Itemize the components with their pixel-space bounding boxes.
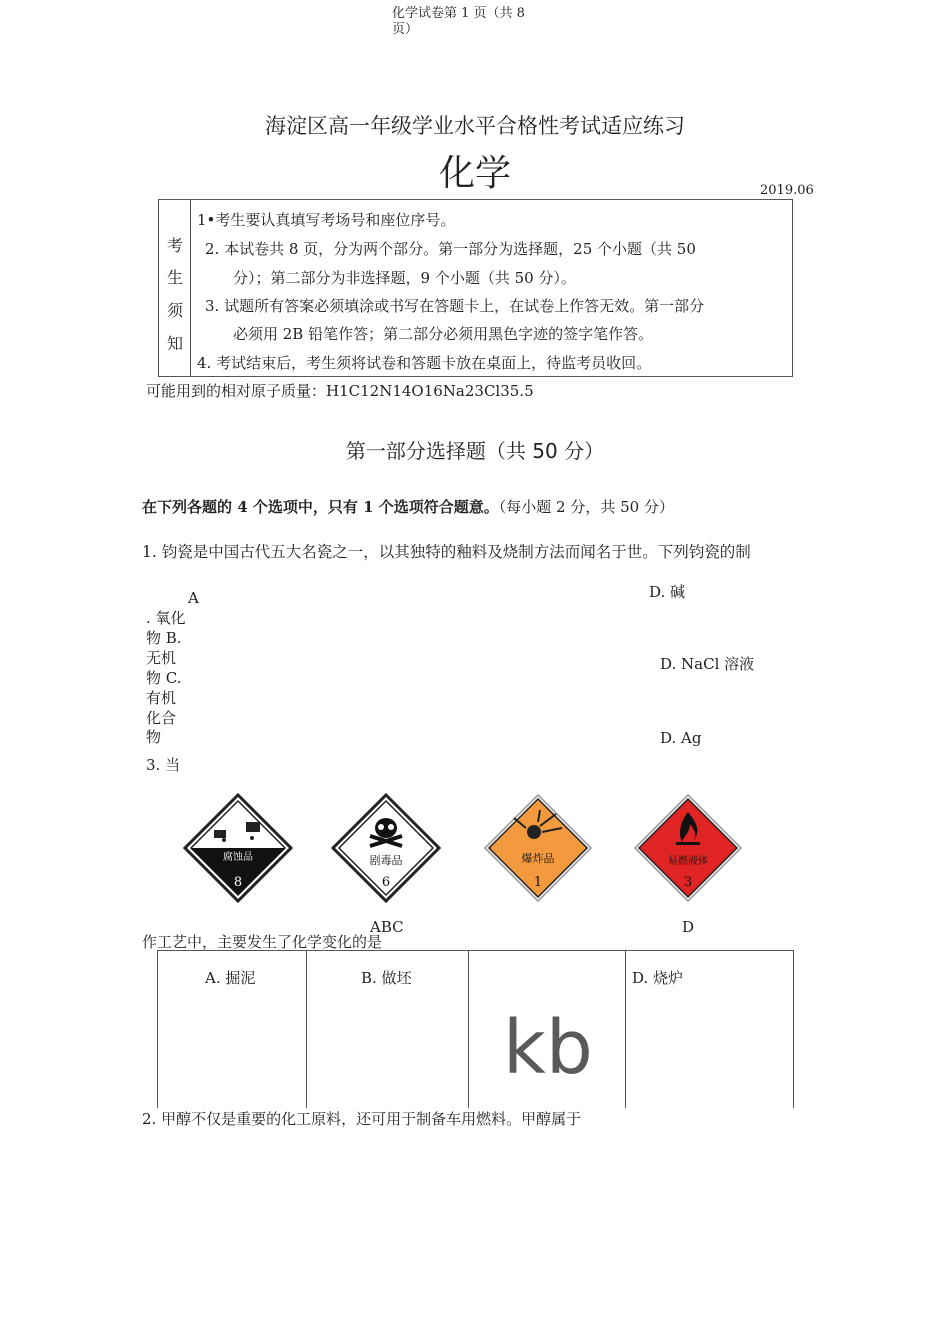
notice-label-char: 须 xyxy=(167,301,184,320)
q2-option-fragment: 物 xyxy=(146,728,162,746)
sign-number: 6 xyxy=(381,875,391,890)
options-abc-label: ABC xyxy=(370,918,404,936)
exam-title: 海淀区高一年级学业水平合格性考试适应练习 xyxy=(265,114,685,138)
notice-item: 分）；第二部分为非选择题，9 个小题（共 50 分）。 xyxy=(233,269,576,287)
sign-label: 爆炸品 xyxy=(521,852,555,865)
notice-item: 1•考生要认真填写考场号和座位序号。 xyxy=(197,211,456,229)
toxic-hazard-sign xyxy=(330,792,442,904)
q2-option-fragment: . 氧化 xyxy=(146,609,186,627)
sign-label: 剧毒品 xyxy=(369,854,403,867)
notice-label-char: 生 xyxy=(167,268,184,287)
subject-title: 化学 xyxy=(438,153,511,194)
option-a-label: A. 掘泥 xyxy=(205,969,256,987)
candidate-notice-box xyxy=(158,199,793,377)
sign-number: 1 xyxy=(533,875,543,890)
q2-option-fragment: A xyxy=(188,589,199,607)
section-1-title: 第一部分选择题（共 50 分） xyxy=(345,439,605,463)
q1-options-table xyxy=(157,950,794,1108)
option-cell-b xyxy=(307,951,469,1108)
q2-option-fragment: 物 C. xyxy=(146,669,182,687)
atomic-mass-note: 可能用到的相对原子质量：H1C12N14O16Na23Cl35.5 xyxy=(146,382,534,400)
page-header: 化学试卷第 1 页（共 8 页） xyxy=(392,6,525,37)
sign-number: 8 xyxy=(233,875,243,890)
instruction-score: （每小题 2 分，共 50 分） xyxy=(498,498,674,516)
section-1-instruction xyxy=(142,496,674,517)
option-d-label: D. 烧炉 xyxy=(632,969,684,987)
notice-label xyxy=(159,200,191,376)
notice-label-char: 知 xyxy=(167,334,184,353)
option-cell-a xyxy=(158,951,307,1108)
option-d-nacl: D. NaCl 溶液 xyxy=(660,655,755,673)
explosive-hazard-sign xyxy=(482,792,594,904)
q2-option-fragment: 物 B. xyxy=(146,629,182,647)
option-d-label: D xyxy=(682,918,695,936)
notice-item: 2. 本试卷共 8 页，分为两个部分。第一部分为选择题，25 个小题（共 50 xyxy=(205,240,696,258)
q2-option-fragment: 有机 xyxy=(146,689,177,707)
question-1-stem-continued: 作工艺中，主要发生了化学变化的是 xyxy=(142,933,383,951)
notice-label-char: 考 xyxy=(167,236,184,255)
notice-item: 必须用 2B 铅笔作答；第二部分必须用黑色字迹的签字笔作答。 xyxy=(233,325,654,343)
image-placeholder-text: kb xyxy=(503,1005,593,1091)
flammable-liquid-hazard-sign xyxy=(632,792,744,904)
option-d-ag: D. Ag xyxy=(660,729,702,747)
notice-item: 3. 试题所有答案必须填涂或书写在答题卡上，在试卷上作答无效。第一部分 xyxy=(205,297,705,315)
option-cell-c xyxy=(469,951,626,1108)
sign-label: 腐蚀品 xyxy=(223,852,253,863)
question-2-stem: 2. 甲醇不仅是重要的化工原料，还可用于制备车用燃料。甲醇属于 xyxy=(142,1110,582,1128)
corrosive-hazard-sign xyxy=(182,792,294,904)
question-1-stem: 1. 钧瓷是中国古代五大名瓷之一，以其独特的釉料及烧制方法而闻名于世。下列钧瓷的制 xyxy=(142,543,751,561)
exam-date: 2019.06 xyxy=(760,183,814,198)
q2-option-fragment: 化合 xyxy=(146,709,177,727)
notice-item: 4. 考试结束后，考生须将试卷和答题卡放在桌面上，待监考员收回。 xyxy=(197,354,652,372)
q2-option-fragment: 无机 xyxy=(146,649,177,667)
sign-label: 易燃液体 xyxy=(668,856,708,867)
option-b-label: B. 做坯 xyxy=(361,969,412,987)
q2-option-d: D. 碱 xyxy=(649,583,686,601)
sign-number: 3 xyxy=(683,875,693,890)
instruction-bold: 在下列各题的 4 个选项中，只有 1 个选项符合题意。 xyxy=(142,498,499,516)
option-cell-d xyxy=(626,951,794,1108)
question-3-start: 3. 当 xyxy=(146,756,181,774)
